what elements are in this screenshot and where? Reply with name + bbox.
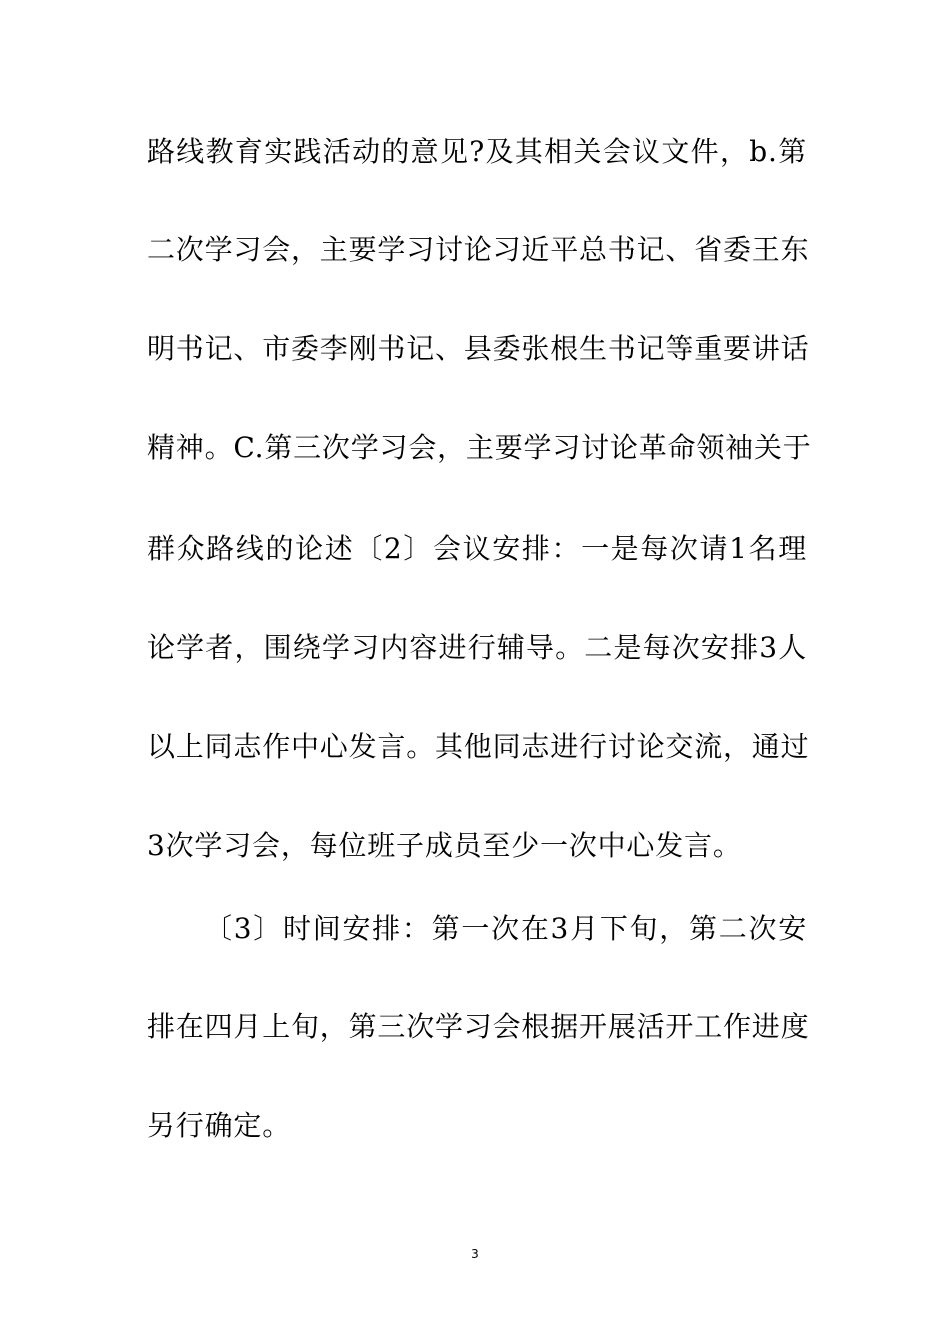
text-line-7: 以上同志作中心发言。其他同志进行讨论交流，通过 <box>147 730 810 763</box>
text-line-8: 3次学习会，每位班子成员至少一次中心发言。 <box>147 829 742 862</box>
text-line-11: 另行确定。 <box>147 1109 292 1142</box>
text-line-6: 论学者，围绕学习内容进行辅导。二是每次安排3人 <box>147 631 807 664</box>
text-line-2: 二次学习会，主要学习讨论习近平总书记、省委王东 <box>147 233 810 266</box>
page-number: 3 <box>471 1247 479 1261</box>
text-line-3: 明书记、市委李刚书记、县委张根生书记等重要讲话 <box>147 332 810 365</box>
text-line-4: 精神。C.第三次学习会，主要学习讨论革命领袖关于 <box>147 431 812 464</box>
text-line-10: 排在四月上旬，第三次学习会根据开展活开工作进度 <box>147 1010 810 1043</box>
text-line-9-paragraph-start: 〔3〕时间安排：第一次在3月下旬，第二次安 <box>204 912 807 945</box>
text-line-5: 群众路线的论述〔2〕会议安排：一是每次请1名理 <box>147 532 807 565</box>
text-line-1: 路线教育实践活动的意见?及其相关会议文件，b.第 <box>147 135 807 168</box>
